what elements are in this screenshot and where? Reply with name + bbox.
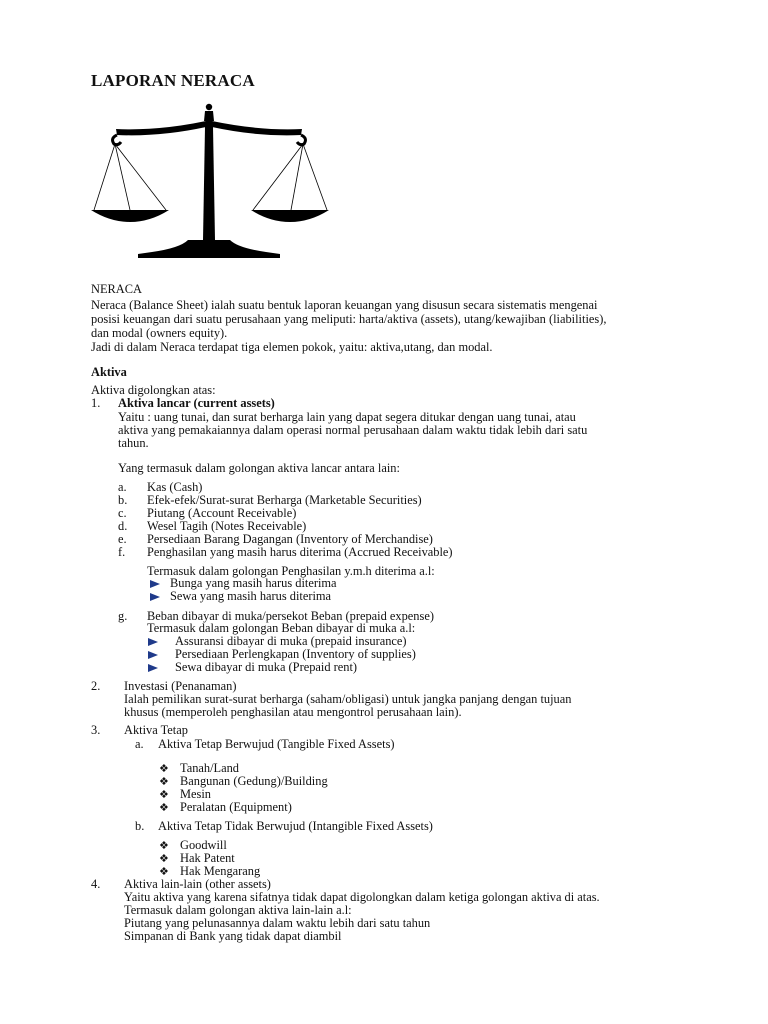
section-4-line-4: Simpanan di Bank yang tidak dapat diambil [124, 929, 342, 943]
item-a-text: Kas (Cash) [147, 480, 203, 494]
section-4-line-3: Piutang yang pelunasannya dalam waktu lebih dari satu tahun [124, 916, 431, 930]
section-1-desc-line-3: tahun. [118, 436, 149, 450]
item-b-letter: b. [118, 493, 128, 507]
aktiva-intro: Aktiva digolongkan atas: [91, 383, 216, 397]
g-sub-intro: Termasuk dalam golongan Beban dibayar di muka a.l: [147, 621, 416, 635]
diamond-bullet-icon: ❖ [159, 775, 169, 788]
item-d-letter: d. [118, 519, 128, 533]
f-sub-intro: Termasuk dalam golongan Penghasilan y.m.h diterima a.l: [147, 564, 435, 578]
section-3a-letter: a. [135, 737, 144, 751]
section-2-title: Investasi (Penanaman) [124, 679, 237, 693]
item-f-text: Penghasilan yang masih harus diterima (Accrued Receivable) [147, 545, 453, 559]
diamond-bullet-icon: ❖ [159, 801, 169, 814]
section-1-desc-line-2: aktiva yang pemakaiannya dalam operasi normal perusahaan dalam waktu tidak lebih dari satu [118, 423, 588, 437]
f-sub-item-1: Bunga yang masih harus diterima [170, 576, 337, 590]
item-c-letter: c. [118, 506, 127, 520]
neraca-paragraph-line-1: Neraca (Balance Sheet) ialah suatu bentuk laporan keuangan yang disusun secara sistematis mengenai [91, 298, 598, 312]
diamond-bullet-icon: ❖ [159, 852, 169, 865]
item-e-letter: e. [118, 532, 127, 546]
diamond-bullet-icon: ❖ [159, 839, 169, 852]
item-e-text: Persediaan Barang Dagangan (Inventory of Merchandise) [147, 532, 433, 546]
item-b-text: Efek-efek/Surat-surat Berharga (Marketable Securities) [147, 493, 422, 507]
tangible-item-2: Bangunan (Gedung)/Building [180, 774, 328, 788]
arrow-bullet-icon [148, 664, 158, 672]
g-sub-item-1: Assuransi dibayar di muka (prepaid insurance) [175, 634, 407, 648]
item-f-letter: f. [118, 545, 126, 559]
section-2-number: 2. [91, 679, 101, 693]
item-g-text: Beban dibayar di muka/persekot Beban (prepaid expense) [147, 609, 434, 623]
arrow-bullet-icon [150, 580, 160, 588]
section-1-desc-line-1: Yaitu : uang tunai, dan surat berharga lain yang dapat segera ditukar dengan uang tunai, atau [118, 410, 576, 424]
item-d-text: Wesel Tagih (Notes Receivable) [147, 519, 307, 533]
item-c-text: Piutang (Account Receivable) [147, 506, 297, 520]
diamond-bullet-icon: ❖ [159, 865, 169, 878]
section-4-line-1: Yaitu aktiva yang karena sifatnya tidak dapat digolongkan dalam ketiga golongan aktiva di atas. [124, 890, 600, 904]
section-4-title: Aktiva lain-lain (other assets) [124, 877, 271, 891]
intangible-item-1: Goodwill [180, 838, 227, 852]
arrow-bullet-icon [148, 651, 158, 659]
section-3b-title: Aktiva Tetap Tidak Berwujud (Intangible Fixed Assets) [158, 819, 433, 833]
diamond-bullet-icon: ❖ [159, 788, 169, 801]
g-sub-item-2: Persediaan Perlengkapan (Inventory of supplies) [175, 647, 416, 661]
neraca-paragraph-line-2: posisi keuangan dari suatu perusahaan yang meliputi: harta/aktiva (assets), utang/kewajiban (liabilities), [91, 312, 607, 326]
diamond-bullet-icon: ❖ [159, 762, 169, 775]
section-3b-letter: b. [135, 819, 145, 833]
tangible-item-1: Tanah/Land [180, 761, 239, 775]
section-2-desc-line-1: Ialah pemilikan surat-surat berharga (saham/obligasi) untuk jangka panjang dengan tujuan [124, 692, 572, 706]
g-sub-item-3: Sewa dibayar di muka (Prepaid rent) [175, 660, 358, 674]
section-1-title: Aktiva lancar (current assets) [118, 396, 275, 410]
aktiva-heading: Aktiva [91, 365, 127, 379]
neraca-paragraph-line-3: dan modal (owners equity). [91, 326, 228, 340]
tangible-item-4: Peralatan (Equipment) [180, 800, 292, 814]
arrow-bullet-icon [148, 638, 158, 646]
section-3-number: 3. [91, 723, 101, 737]
section-4-number: 4. [91, 877, 101, 891]
section-1-number: 1. [91, 396, 101, 410]
section-3a-title: Aktiva Tetap Berwujud (Tangible Fixed Assets) [158, 737, 395, 751]
f-sub-item-2: Sewa yang masih harus diterima [170, 589, 332, 603]
arrow-bullet-icon [150, 593, 160, 601]
section-2-desc-line-2: khusus (memperoleh penghasilan atau mengontrol perusahaan lain). [124, 705, 462, 719]
section-1-list-intro: Yang termasuk dalam golongan aktiva lancar antara lain: [118, 461, 400, 475]
section-3-title: Aktiva Tetap [124, 723, 188, 737]
balance-scale-icon [88, 102, 332, 260]
item-g-letter: g. [118, 609, 128, 623]
section-4-line-2: Termasuk dalam golongan aktiva lain-lain a.l: [124, 903, 352, 917]
neraca-heading: NERACA [91, 282, 142, 296]
tangible-item-3: Mesin [180, 787, 211, 801]
neraca-summary: Jadi di dalam Neraca terdapat tiga elemen pokok, yaitu: aktiva,utang, dan modal. [91, 340, 493, 354]
page-title: LAPORAN NERACA [91, 71, 255, 90]
intangible-item-2: Hak Patent [180, 851, 235, 865]
item-a-letter: a. [118, 480, 127, 494]
intangible-item-3: Hak Mengarang [180, 864, 261, 878]
